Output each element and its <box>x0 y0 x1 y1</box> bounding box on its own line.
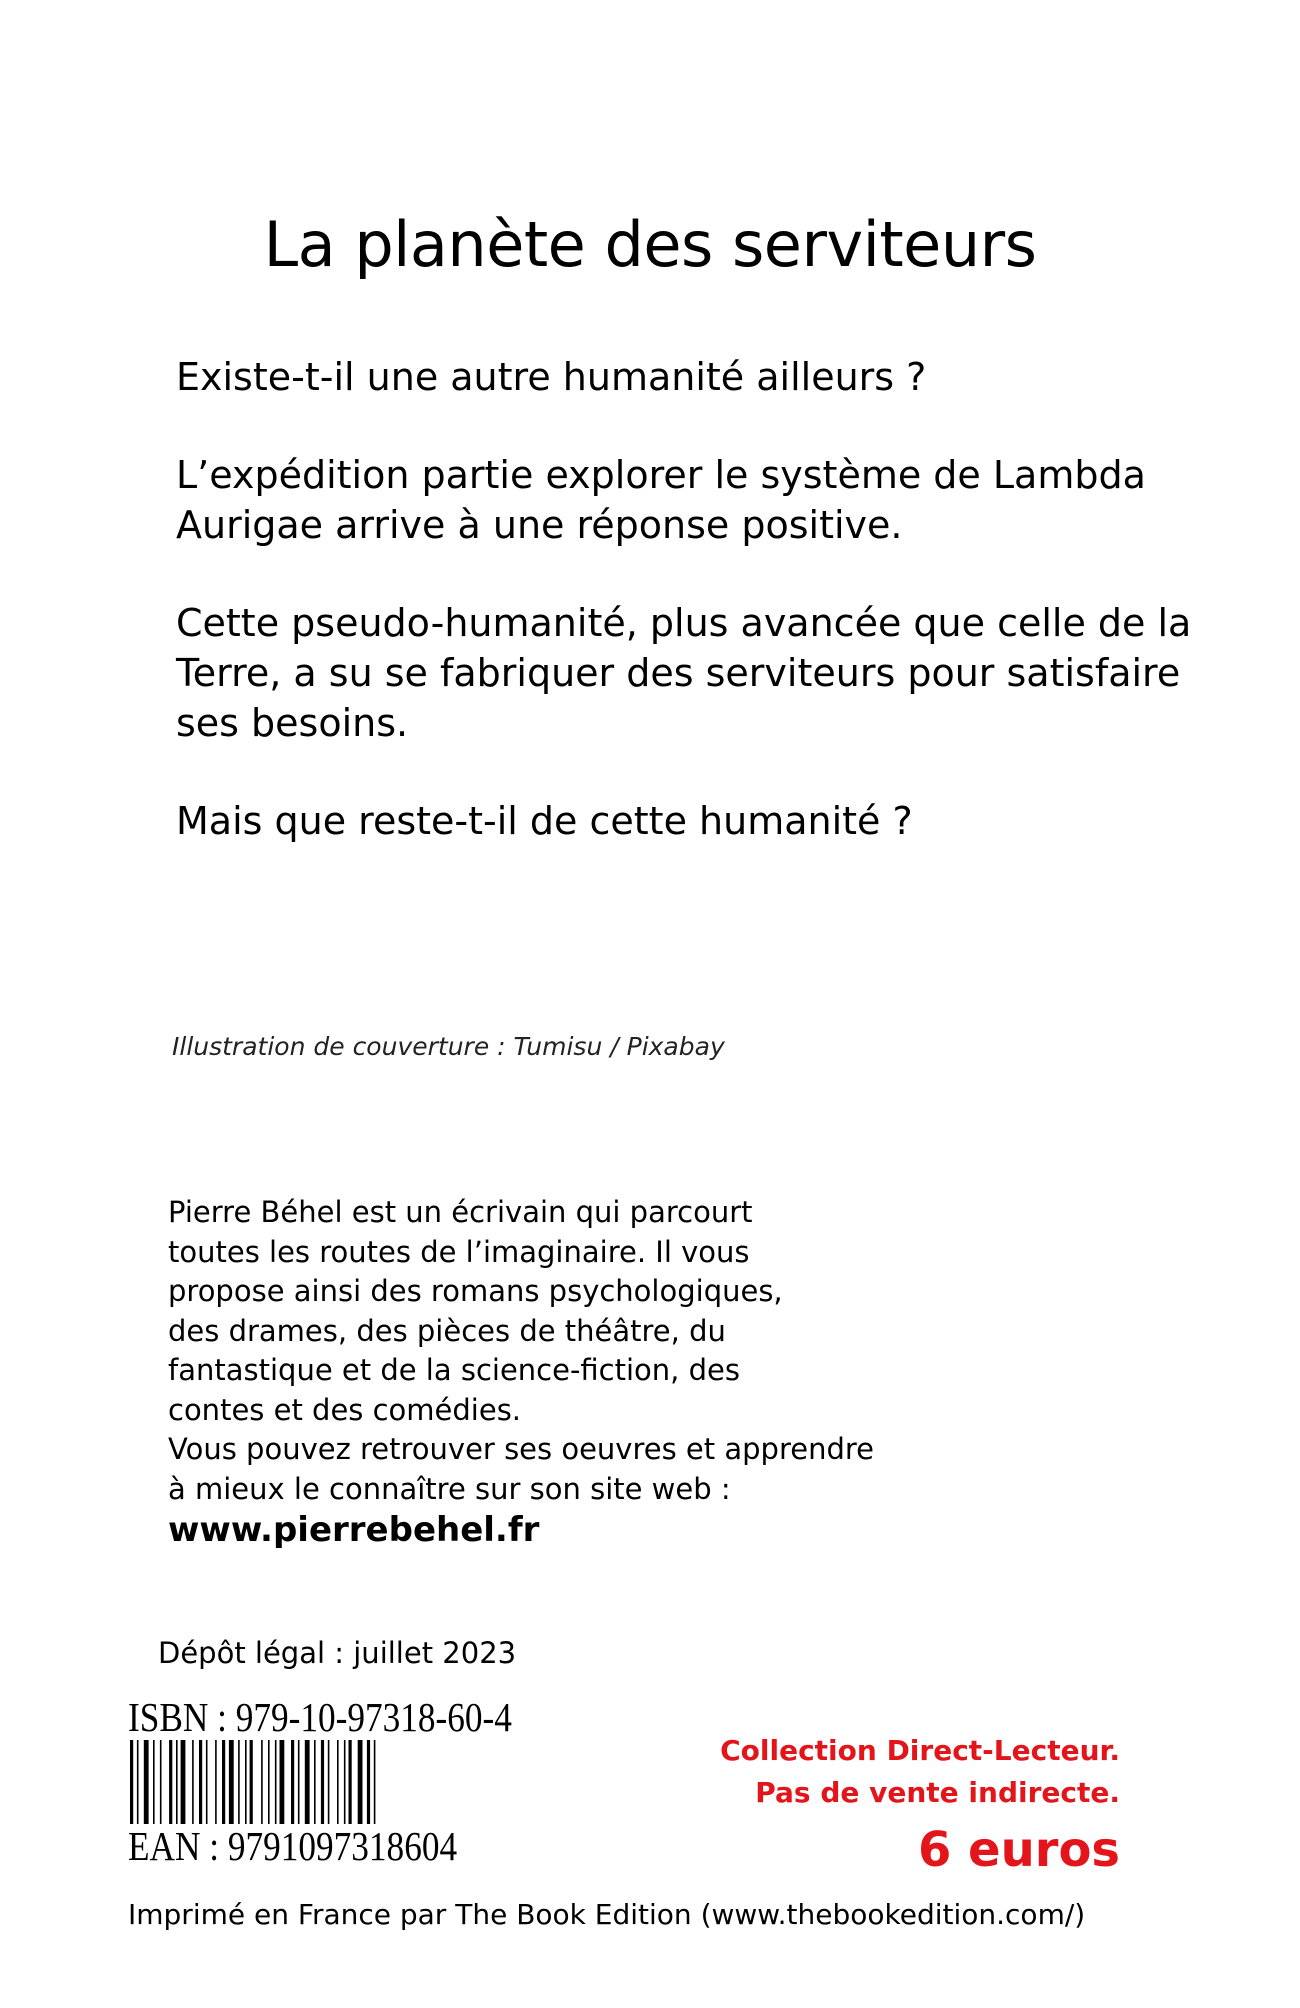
cover-illustration-credit: Illustration de couverture : Tumisu / Pixabay <box>172 1032 725 1061</box>
legal-deposit: Dépôt légal : juillet 2023 <box>158 1636 517 1670</box>
blurb-paragraph-2: L’expédition partie explorer le système de Lambda Aurigae arrive à une réponse positive. <box>176 453 1146 547</box>
collection-notice-line-1: Collection Direct-Lecteur. <box>720 1734 1120 1767</box>
collection-notice-line-2: Pas de vente indirecte. <box>755 1776 1120 1809</box>
price: 6 euros <box>917 1822 1120 1878</box>
printer-notice: Imprimé en France par The Book Edition (www.thebookedition.com/) <box>128 1898 1086 1931</box>
blurb-paragraph-3: Cette pseudo-humanité, plus avancée que celle de la Terre, a su se fabriquer des serviteurs pour satisfaire ses besoins. <box>176 601 1192 745</box>
blurb-paragraph-1: Existe-t-il une autre humanité ailleurs ? <box>176 355 927 399</box>
author-website-link[interactable]: www.pierrebehel.fr <box>168 1510 540 1550</box>
ean-label: EAN : 9791097318604 <box>128 1823 458 1869</box>
blurb-paragraph-4: Mais que reste-t-il de cette humanité ? <box>176 799 913 843</box>
barcode-icon <box>130 1740 460 1824</box>
isbn-label: ISBN : 979-10-97318-60-4 <box>128 1694 512 1740</box>
book-title: La planète des serviteurs <box>263 208 1037 281</box>
author-bio: Pierre Béhel est un écrivain qui parcourt toutes les routes de l’imaginaire. Il vous propose ainsi des romans psychologiques, des drames, des pièces de théâtre, du fantastique et de la science-fiction, des contes et des comédies. Vous pouvez retrouver ses oeuvres et apprendre à mieux le connaître sur son site web : <box>168 1195 874 1506</box>
